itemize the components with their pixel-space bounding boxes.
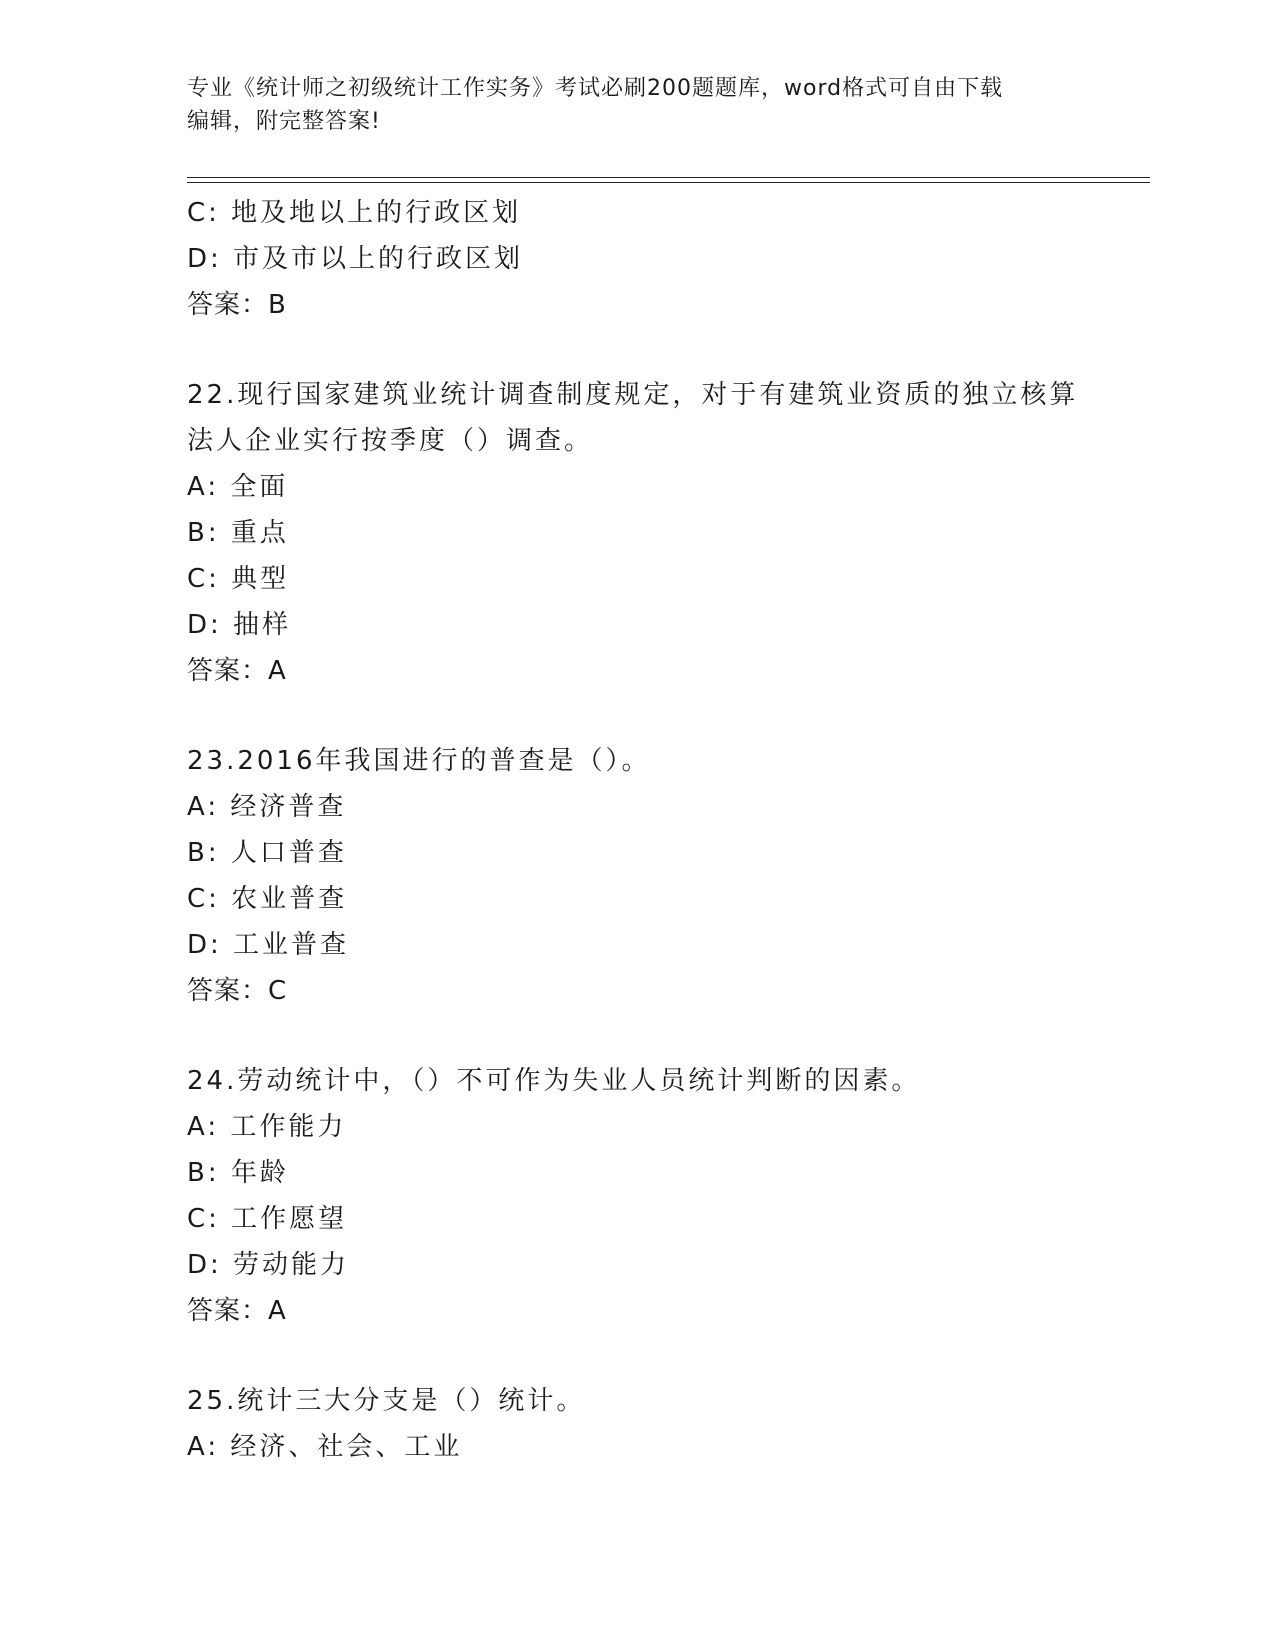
option-b: B: 年龄 bbox=[187, 1158, 289, 1188]
header-line-2: 编辑，附完整答案! bbox=[187, 109, 381, 134]
option-d: D: 劳动能力 bbox=[187, 1250, 350, 1280]
header-line-1: 专业《统计师之初级统计工作实务》考试必刷200题题库，word格式可自由下载 bbox=[187, 76, 1004, 101]
answer-line: 答案：C bbox=[187, 976, 288, 1006]
option-c: C: 典型 bbox=[187, 564, 290, 594]
question-22 bbox=[187, 372, 1087, 694]
question-stem-continued: 法人企业实行按季度（）调查。 bbox=[187, 426, 594, 456]
question-25 bbox=[187, 1378, 1087, 1470]
question-content bbox=[187, 190, 1087, 1470]
question-stem: 24.劳动统计中，（）不可作为失业人员统计判断的因素。 bbox=[187, 1066, 921, 1096]
spacer bbox=[187, 328, 1087, 372]
question-stem: 22.现行国家建筑业统计调查制度规定，对于有建筑业资质的独立核算 bbox=[187, 380, 1079, 410]
option-a: A: 工作能力 bbox=[187, 1112, 347, 1142]
spacer bbox=[187, 694, 1087, 738]
option-b: B: 人口普查 bbox=[187, 838, 347, 868]
option-a: A: 经济、社会、工业 bbox=[187, 1432, 463, 1462]
option-d: D: 工业普查 bbox=[187, 930, 350, 960]
option-d: D: 抽样 bbox=[187, 610, 292, 640]
answer-line: 答案：A bbox=[187, 656, 287, 686]
question-24 bbox=[187, 1058, 1087, 1334]
question-fragment bbox=[187, 190, 1087, 328]
question-stem: 23.2016年我国进行的普查是（）。 bbox=[187, 746, 651, 776]
answer-line: 答案：A bbox=[187, 1296, 287, 1326]
answer-line: 答案：B bbox=[187, 290, 287, 320]
option-a: A: 经济普查 bbox=[187, 792, 347, 822]
document-header bbox=[187, 72, 1087, 138]
option-d: D: 市及市以上的行政区划 bbox=[187, 244, 524, 274]
option-a: A: 全面 bbox=[187, 472, 289, 502]
spacer bbox=[187, 1334, 1087, 1378]
option-c: C: 工作愿望 bbox=[187, 1204, 348, 1234]
question-23 bbox=[187, 738, 1087, 1014]
spacer bbox=[187, 1014, 1087, 1058]
option-c: C: 地及地以上的行政区划 bbox=[187, 198, 522, 228]
header-divider-top bbox=[187, 177, 1150, 178]
question-stem: 25.统计三大分支是（）统计。 bbox=[187, 1386, 586, 1416]
header-divider-bottom bbox=[187, 182, 1150, 183]
option-c: C: 农业普查 bbox=[187, 884, 348, 914]
option-b: B: 重点 bbox=[187, 518, 289, 548]
